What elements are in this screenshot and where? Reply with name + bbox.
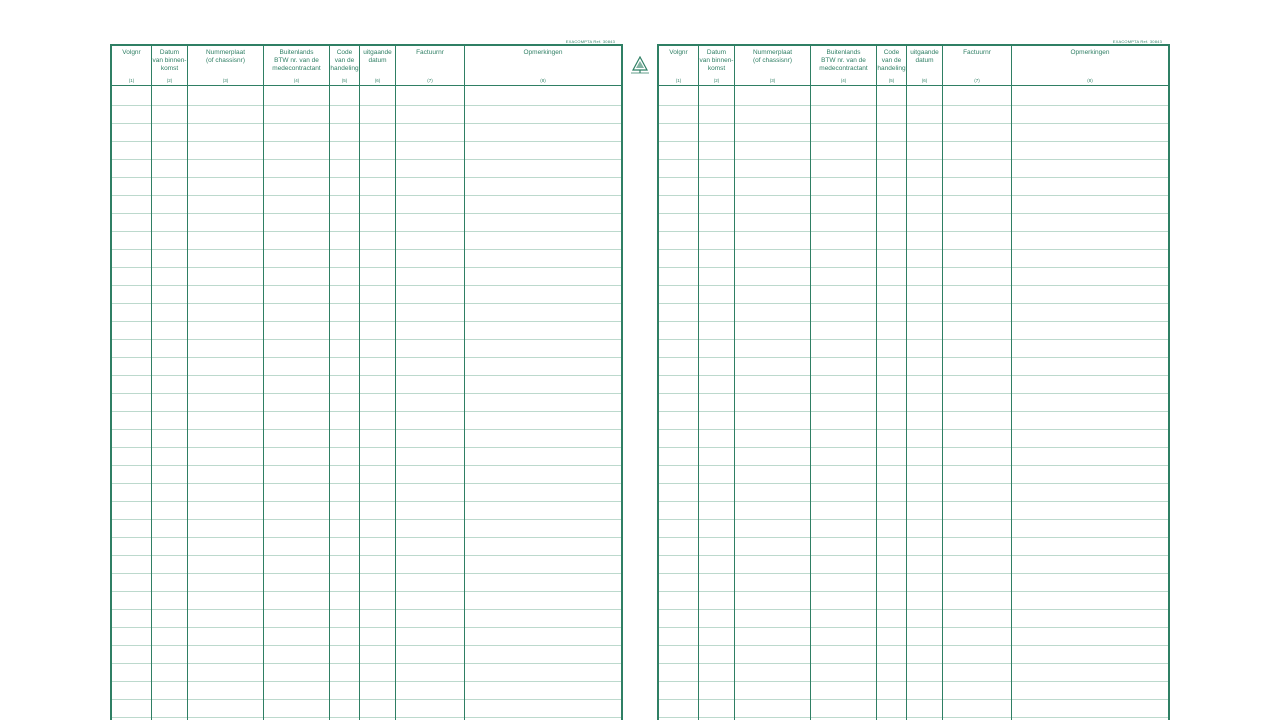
- column-header: [465, 46, 621, 86]
- column-number: (8): [540, 78, 546, 83]
- column-header: [943, 46, 1011, 86]
- column-header: [907, 46, 942, 86]
- column-header: [877, 46, 906, 86]
- column-title: Factuurnr: [416, 49, 444, 56]
- column-header: [264, 46, 329, 86]
- column-title: Nummerplaat (of chassisnr): [205, 49, 245, 64]
- column-title: Volgnr: [669, 49, 688, 56]
- column-title: Code van de handeling: [877, 49, 906, 72]
- column-btw: [811, 46, 877, 720]
- column-code: [877, 46, 907, 720]
- column-factuurnr: [396, 46, 465, 720]
- column-title: Opmerkingen: [1070, 49, 1110, 56]
- column-title: Datum van binnen- komst: [699, 49, 734, 72]
- column-code: [330, 46, 360, 720]
- column-number: (7): [974, 78, 980, 83]
- ref-code: EXACOMPTA Ref. 30843: [565, 39, 615, 44]
- column-number: (1): [675, 78, 682, 83]
- column-number: (3): [769, 78, 776, 83]
- column-title: Volgnr: [122, 49, 141, 56]
- column-title: Datum van binnen- komst: [152, 49, 187, 72]
- column-number: (2): [713, 78, 720, 83]
- column-number: (7): [427, 78, 433, 83]
- column-number: (4): [293, 78, 300, 83]
- column-btw: [264, 46, 330, 720]
- column-number: (3): [222, 78, 229, 83]
- column-volgnr: [112, 46, 152, 720]
- column-header: [188, 46, 263, 86]
- column-nummerplaat: [188, 46, 264, 720]
- column-volgnr: [659, 46, 699, 720]
- column-title: uitgaande datum: [363, 49, 392, 64]
- column-number: (8): [1087, 78, 1093, 83]
- column-header: [330, 46, 359, 86]
- column-header: [396, 46, 464, 86]
- column-header: [659, 46, 698, 86]
- column-opmerkingen: [1012, 46, 1168, 720]
- column-uitgaande: [360, 46, 396, 720]
- column-set: [659, 46, 1168, 720]
- column-header: [811, 46, 876, 86]
- column-number: (6): [374, 78, 381, 83]
- column-datum: [699, 46, 735, 720]
- column-header: [112, 46, 151, 86]
- column-number: (6): [921, 78, 928, 83]
- column-title: uitgaande datum: [910, 49, 939, 64]
- column-header: [152, 46, 187, 86]
- column-number: (2): [166, 78, 173, 83]
- column-uitgaande: [907, 46, 943, 720]
- tree-emblem-icon: [629, 56, 651, 74]
- ledger-page-left: [110, 39, 623, 720]
- column-title: Opmerkingen: [523, 49, 563, 56]
- column-factuurnr: [943, 46, 1012, 720]
- column-number: (5): [888, 78, 895, 83]
- column-header: [699, 46, 734, 86]
- ref-code: EXACOMPTA Ref. 30843: [1112, 39, 1162, 44]
- column-header: [1012, 46, 1168, 86]
- column-title: Code van de handeling: [330, 49, 359, 72]
- column-header: [735, 46, 810, 86]
- column-title: Buitenlands BTW nr. van de medecontractant: [819, 49, 868, 72]
- column-title: Factuurnr: [963, 49, 991, 56]
- column-title: Buitenlands BTW nr. van de medecontractant: [272, 49, 321, 72]
- column-number: (4): [840, 78, 847, 83]
- column-number: (1): [128, 78, 135, 83]
- column-number: (5): [341, 78, 348, 83]
- column-header: [360, 46, 395, 86]
- column-nummerplaat: [735, 46, 811, 720]
- column-datum: [152, 46, 188, 720]
- column-opmerkingen: [465, 46, 621, 720]
- column-set: [112, 46, 621, 720]
- column-title: Nummerplaat (of chassisnr): [752, 49, 792, 64]
- ledger-page-right: [657, 39, 1170, 720]
